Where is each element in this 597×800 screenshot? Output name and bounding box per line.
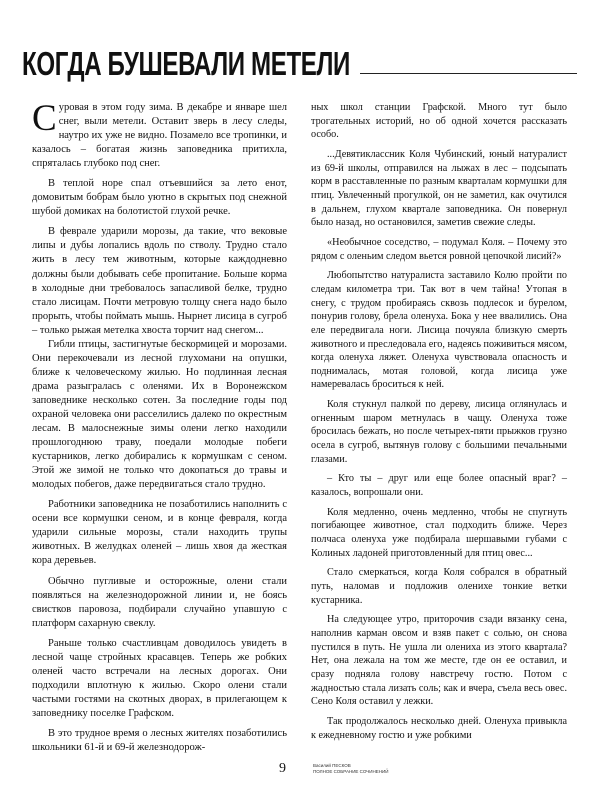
drop-cap: С [32, 98, 57, 139]
paragraph: В это трудное время о лесных жителях позаботились школьники 61-й и 69-й железнодорож- [32, 727, 287, 754]
paragraph: Коля медленно, очень медленно, чтобы не спугнуть погибающее животное, стал подходить ближе. Через полчаса оленуха уже подбирала шершавыми губами с Колиных ладоней приготовленный для птиц овес... [311, 506, 567, 559]
paragraph: На следующее утро, приторочив сзади вязанку сена, наполнив карман овсом и взяв пакет с солью, он снова пустился в путь. Не ушла ли олениха из этого квартала? Нет, она лежала на том же месте, где он ее оставил, и сразу подняла голову навстречу гостю. Потом с жадностью стала лизать соль; как и вчера, съела весь овес. Сено Коля оставил у лежки. [311, 614, 567, 708]
paragraph: Коля стукнул палкой по дереву, лисица оглянулась и огненным шаром метнулась в чащу. Оленуха тоже бросилась бежать, но после четырех-пяти прыжков грузно осела в сугроб, вытянув голову с большими печальными глазами. [311, 399, 567, 465]
article-title: КОГДА БУШЕВАЛИ МЕТЕЛИ [22, 45, 350, 82]
paragraph: Раньше только счастливцам доводилось увидеть в лесной чаще стройных красавцев. Теперь же робких оленей часто встречали на лесных дорогах. Они подходили вплотную к жилью. Скоро олени стали частыми гостями на скотных дворах, в прилегающем к заповеднику поселке Графском. [32, 637, 287, 719]
paragraph: Гибли птицы, застигнутые бескормицей и морозами. Они перекочевали из лесной глухомани на опушки, ближе к человеческому жилью. Но подлинная лесная драма разыгралась с оленями. Их в Воронежском заповеднике несколько сотен. За последние годы под охраной человека они расселились далеко по окрестным лесам. В малоснежные зимы олени легко находили прошлогоднюю траву, поедали молодые побеги кустарников, легко добирались к кормушкам с сеном. Этой же зимой не только что докопаться до травы и молодых побегов, даже передвигаться стало трудно. [32, 338, 287, 491]
paragraph: ...Девятиклассник Коля Чубинский, юный натуралист из 69-й школы, отправился на лыжах в лес – подсыпать корм в расставленные по разным кварталам кормушки для птиц. Увлеченный прогулкой, он не заметил, как очутился в дальнем, глухом квартале заповедника. Он повернул было назад, но остановился, заметив свежие следы. [311, 148, 567, 229]
title-rule [360, 73, 577, 74]
left-column [32, 98, 287, 755]
paragraph: Обычно пугливые и осторожные, олени стали появляться на железнодорожной линии и, не боясь свистков паровоза, подбирали случайно упавшую с платформ сахарную свеклу. [32, 575, 287, 629]
right-column [311, 101, 567, 742]
paragraph: В теплой норе спал отъевшийся за лето енот, домовитым бобрам было уютно в скрытых под снежной шубой домиках на болотистой глухой речке. [32, 178, 287, 218]
paragraph: Суровая в этом году зима. В декабре и январе шел снег, выли метели. Оставит зверь в лесу следы, наутро их уже не видно. Позамело все тропинки, и казалось – богатая жизнь заповедника притихла, спряталась глубоко под снег. [32, 98, 287, 170]
paragraph: Любопытство натуралиста заставило Колю пройти по следам километра три. Так вот в чем тайна! Утопая в снегу, с трудом пробираясь сквозь подлесок и бурелом, понурив голову, брела оленуха. Бока у нее ввалились. Она еле передвигала ноги. Лисица почуяла близкую смерть животного и преследовала его, надеясь поживиться мясом, когда оленуха ляжет. Оленуха чувствовала опасность и поднималась, мотая головой, когда лисица уже намеревалась броситься к ней. [311, 270, 567, 391]
page-number: 9 [279, 761, 286, 776]
paragraph: – Кто ты – друг или еще более опасный враг? – казалось, вопрошали они. [311, 473, 567, 499]
paragraph: В феврале ударили морозы, да такие, что вековые липы и дубы лопались вдоль по стволу. Трудно стало жить в лесу тем животным, которые каждодневно должны были добывать себе пропитание. Больше корма в холодные дни требовалось запасливой белке, трудно стало лисицам. Почти метровую толщу снега надо было прорыть, чтобы поймать мышь. Нырнет лисица в сугроб – только рыжая метелка хвоста торчит над снегом... [32, 226, 287, 336]
paragraph: «Необычное соседство, – подумал Коля. – Почему это рядом с оленьим следом вьется ровной цепочкой лисий?» [311, 236, 567, 262]
paragraph: Стало смеркаться, когда Коля собрался в обратный путь, наломав и подложив оленихе тонкие ветки кустарника. [311, 567, 567, 606]
paragraph: Работники заповедника не позаботились наполнить с осени все кормушки сеном, и в конце февраля, когда ударили сильные морозы, стали находить трупы животных. В желудках оленей – лишь хвоя да жесткая кора деревьев. [32, 499, 287, 567]
credit-author: Василий ПЕСКОВ [313, 763, 351, 768]
footer-credit [313, 763, 388, 774]
paragraph: ных школ станции Графской. Много тут было трогательных историй, но об одной хочется рассказать особо. [311, 102, 567, 141]
paragraph: Так продолжалось несколько дней. Оленуха привыкла к ежедневному гостю и уже робкими [311, 715, 567, 741]
credit-series: ПОЛНОЕ СОБРАНИЕ СОЧИНЕНИЙ [313, 768, 389, 774]
title-row [22, 44, 577, 84]
